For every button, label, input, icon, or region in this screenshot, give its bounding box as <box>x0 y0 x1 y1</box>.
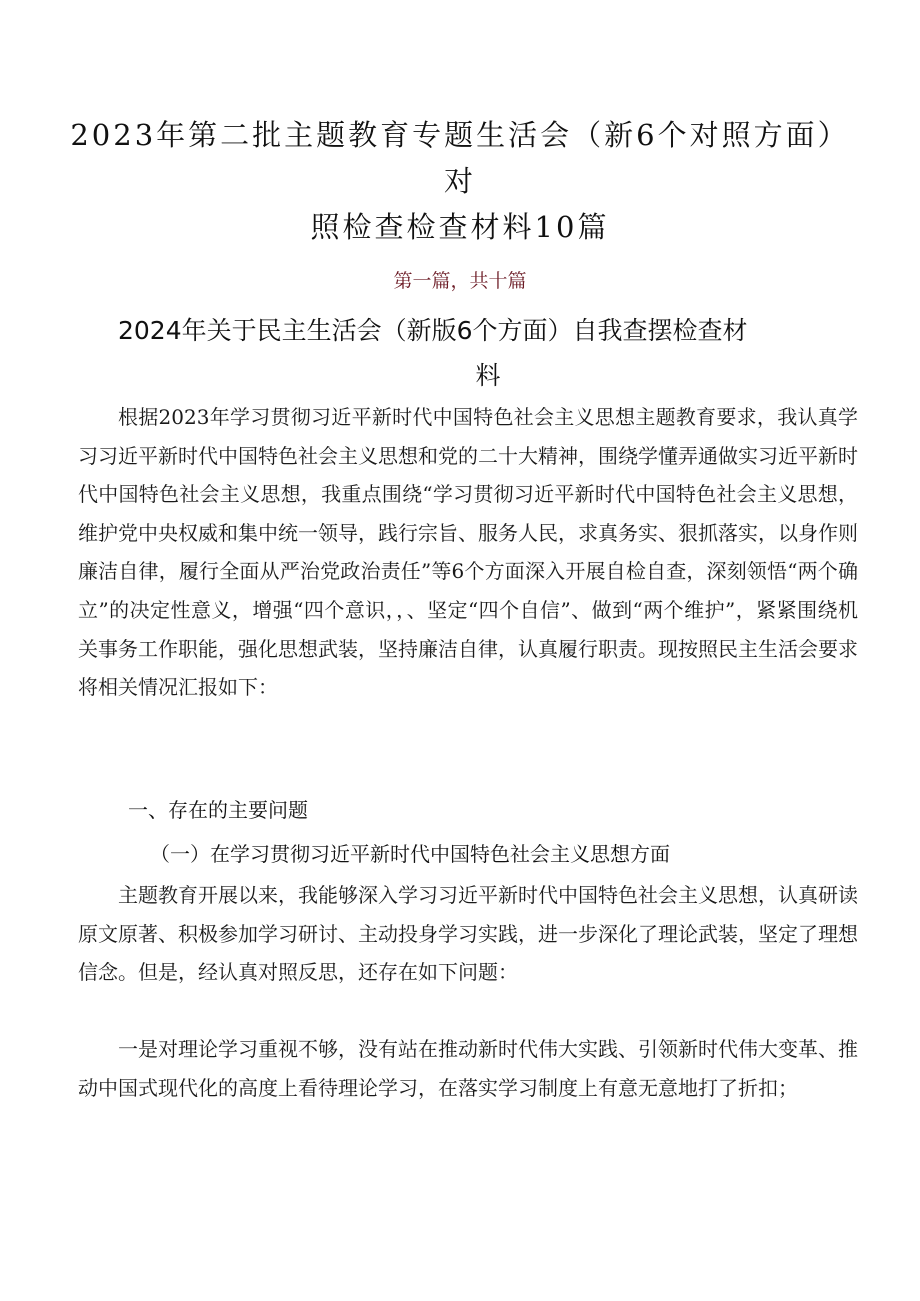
document-title <box>60 112 860 250</box>
intro-paragraph-text: 根据2023年学习贯彻习近平新时代中国特色社会主义思想主题教育要求，我认真学习习近平新时代中国特色社会主义思想和党的二十大精神，围绕学懂弄通做实习近平新时代中国特色社会主义思想，我重点围绕“学习贯彻习近平新时代中国特色社会主义思想，维护党中央权威和集中统一领导，践行宗旨、服务人民，求真务实、狠抓落实，以身作则廉洁自律，履行全面从严治党政治责任”等6个方面深入开展自检自查，深刻领悟“两个确立”的决定性意义，增强“四个意识，，、坚定“四个自信”、做到“两个维护”，紧紧围绕机关事务工作职能，强化思想武装，坚持廉洁自律，认真履行职责。现按照民主生活会要求将相关情况汇报如下： <box>78 405 858 700</box>
study-paragraph <box>78 876 858 992</box>
heading-study-aspect: （一）在学习贯彻习近平新时代中国特色社会主义思想方面 <box>150 842 670 866</box>
document-title-line-2: 照检查检查材料10篇 <box>310 210 610 244</box>
heading-main-problems: 一、存在的主要问题 <box>128 798 308 822</box>
intro-paragraph <box>78 398 858 707</box>
section-title-line-2: 料 <box>475 361 501 390</box>
problem-one-paragraph-text: 一是对理论学习重视不够，没有站在推动新时代伟大实践、引领新时代伟大变革、推动中国式现代化的高度上看待理论学习，在落实学习制度上有意无意地打了折扣； <box>78 1037 858 1100</box>
document-title-line-1: 2023年第二批主题教育专题生活会（新6个对照方面）对 <box>70 118 850 198</box>
study-paragraph-text: 主题教育开展以来，我能够深入学习习近平新时代中国特色社会主义思想，认真研读原文原著、积极参加学习研讨、主动投身学习实践，进一步深化了理论武装，坚定了理想信念。但是，经认真对照反思，还存在如下问题： <box>78 883 858 985</box>
part-label: 第一篇，共十篇 <box>393 270 527 292</box>
problem-one-paragraph <box>78 1030 858 1107</box>
section-title-line-1: 2024年关于民主生活会（新版6个方面）自我查摆检查材 <box>118 316 748 345</box>
section-title <box>118 308 858 398</box>
